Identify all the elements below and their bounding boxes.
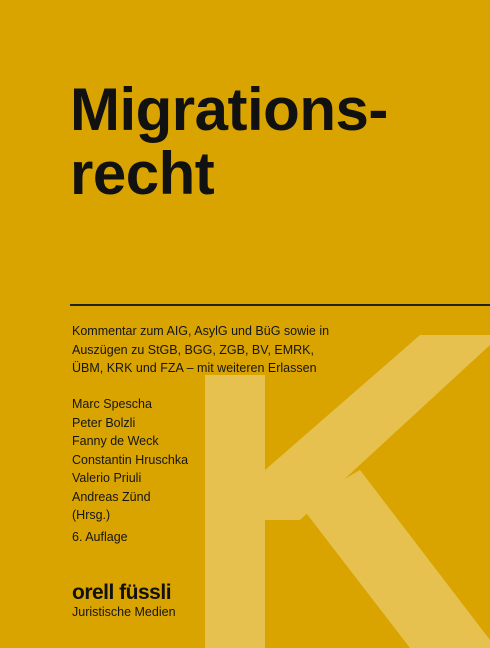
book-subtitle bbox=[72, 322, 372, 378]
edition-label: 6. Auflage bbox=[72, 530, 128, 544]
subtitle-line-2: Auszügen zu StGB, BGG, ZGB, BV, EMRK, bbox=[72, 342, 314, 357]
divider-rule bbox=[70, 304, 490, 306]
k-lower-arm bbox=[300, 470, 490, 648]
publisher-logo bbox=[72, 582, 176, 620]
book-title bbox=[70, 78, 388, 206]
author-name: Andreas Zünd bbox=[72, 489, 151, 504]
author-name: Fanny de Weck bbox=[72, 434, 159, 448]
author-name: Constantin Hruschka bbox=[72, 452, 189, 467]
title-line-2: recht bbox=[70, 140, 215, 207]
k-stem bbox=[205, 375, 265, 648]
author-list bbox=[72, 395, 188, 525]
publisher-subtitle: Juristische Medien bbox=[72, 605, 176, 619]
title-line-1: Migrations- bbox=[70, 76, 388, 143]
author-name: Marc Spescha bbox=[72, 397, 152, 411]
author-name: Valerio Priuli bbox=[72, 471, 142, 485]
publisher-name: orell füssli bbox=[72, 581, 172, 604]
subtitle-line-1: Kommentar zum AIG, AsylG und BüG sowie in bbox=[72, 324, 330, 338]
author-name: Peter Bolzli bbox=[72, 415, 136, 430]
editors-note: (Hrsg.) bbox=[72, 508, 111, 522]
subtitle-line-3: ÜBM, KRK und FZA – mit weiteren Erlassen bbox=[72, 361, 317, 375]
